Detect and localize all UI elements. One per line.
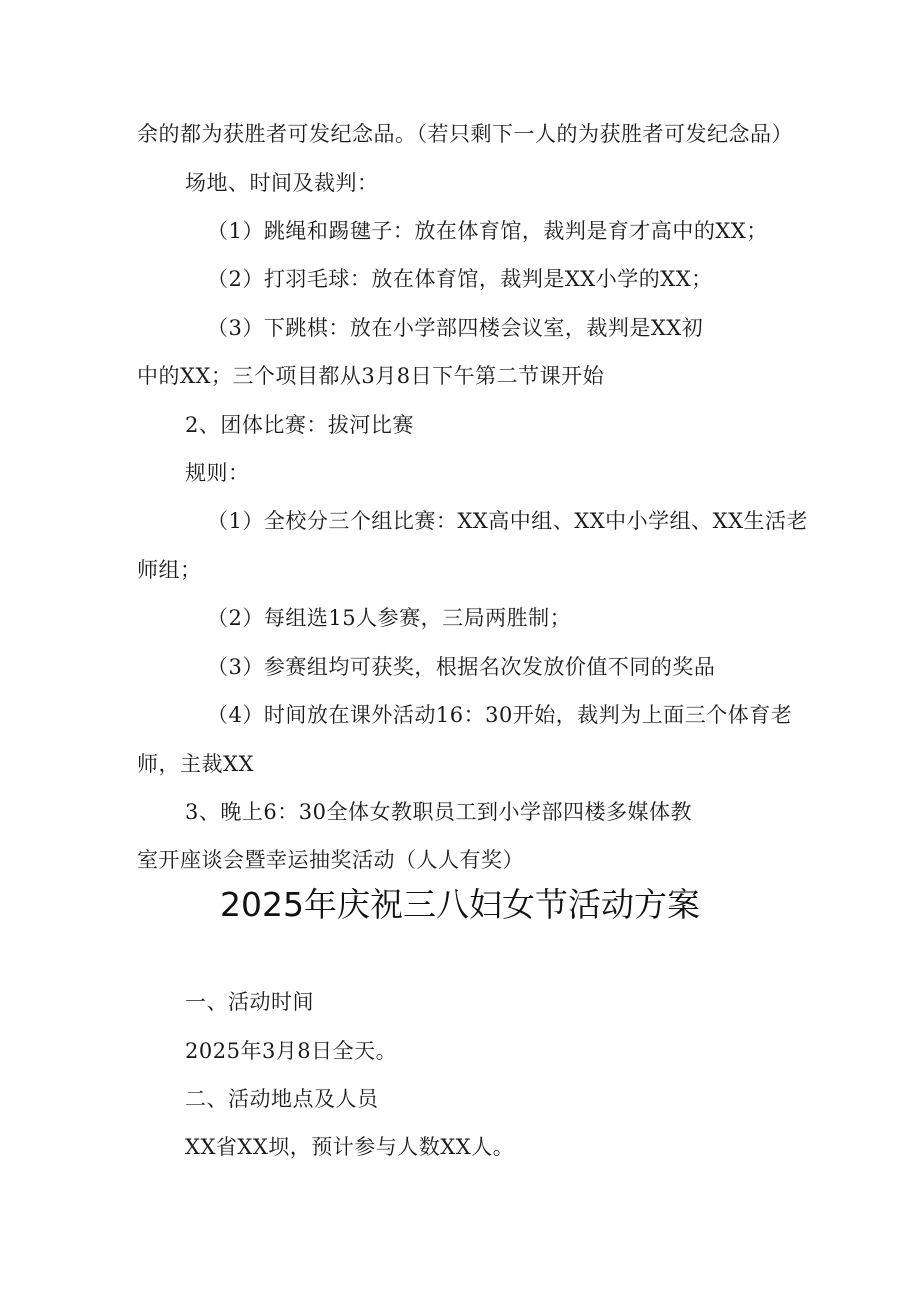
text-line: 师，主裁XX	[137, 752, 254, 776]
text-line: XX省XX坝，预计参与人数XX人。	[185, 1135, 515, 1159]
text-line: 室开座谈会暨幸运抽奖活动（人人有奖）	[137, 848, 524, 872]
section-heading: 一、活动时间	[185, 990, 314, 1014]
text-line: （3）参赛组均可获奖，根据名次发放价值不同的奖品	[207, 655, 716, 679]
text-line: （2）每组选15人参赛，三局两胜制；	[207, 606, 572, 630]
text-line: 师组；	[137, 558, 202, 582]
section-heading: 二、活动地点及人员	[185, 1087, 379, 1111]
text-line: （4）时间放在课外活动16：30开始，裁判为上面三个体育老	[207, 703, 793, 727]
section-heading: 3、晚上6：30全体女教职员工到小学部四楼多媒体教	[185, 800, 692, 824]
text-line: 2025年3月8日全天。	[185, 1039, 398, 1063]
text-line: （1）跳绳和踢毽子：放在体育馆，裁判是育才高中的XX；	[207, 219, 768, 243]
text-line: （3）下跳棋：放在小学部四楼会议室，裁判是XX初	[207, 316, 704, 340]
text-line: 场地、时间及裁判：	[185, 171, 379, 195]
text-line: 规则：	[185, 461, 250, 485]
text-line: 中的XX；三个项目都从3月8日下午第二节课开始	[137, 364, 605, 388]
section-heading: 2、团体比赛：拔河比赛	[185, 413, 414, 437]
text-line: （1）全校分三个组比赛：XX高中组、XX中小学组、XX生活老	[207, 509, 809, 533]
text-line: 余的都为获胜者可发纪念品。（若只剩下一人的为获胜者可发纪念品）	[137, 122, 793, 146]
document-title: 2025年庆祝三八妇女节活动方案	[220, 885, 700, 924]
text-line: （2）打羽毛球：放在体育馆，裁判是XX小学的XX；	[207, 267, 713, 291]
